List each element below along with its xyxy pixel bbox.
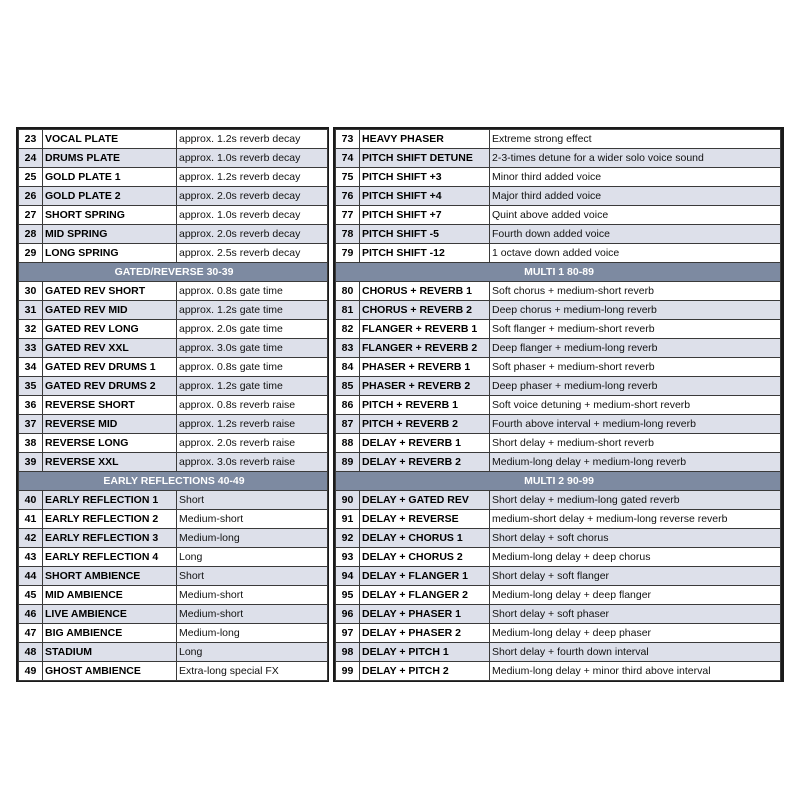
preset-row bbox=[336, 567, 781, 586]
preset-description: Short delay + soft chorus bbox=[490, 529, 781, 548]
preset-name: REVERSE MID bbox=[43, 415, 177, 434]
preset-number: 75 bbox=[336, 168, 360, 187]
preset-row bbox=[336, 434, 781, 453]
preset-row bbox=[19, 548, 328, 567]
preset-description: Soft voice detuning + medium-short reverb bbox=[490, 396, 781, 415]
preset-name: LONG SPRING bbox=[43, 244, 177, 263]
preset-name: PITCH SHIFT +4 bbox=[360, 187, 490, 206]
preset-name: HEAVY PHASER bbox=[360, 130, 490, 149]
preset-row bbox=[336, 415, 781, 434]
preset-number: 26 bbox=[19, 187, 43, 206]
preset-description: Deep flanger + medium-long reverb bbox=[490, 339, 781, 358]
preset-description: Extra-long special FX bbox=[177, 662, 328, 681]
preset-description: Medium-long delay + deep chorus bbox=[490, 548, 781, 567]
preset-description: Minor third added voice bbox=[490, 168, 781, 187]
section-title: MULTI 2 90-99 bbox=[336, 472, 781, 491]
preset-number: 93 bbox=[336, 548, 360, 567]
right-preset-column bbox=[333, 127, 784, 682]
preset-description: approx. 1.2s gate time bbox=[177, 301, 328, 320]
preset-row bbox=[19, 206, 328, 225]
preset-row bbox=[336, 206, 781, 225]
preset-description: Long bbox=[177, 548, 328, 567]
preset-row bbox=[336, 529, 781, 548]
preset-description: Short delay + medium-long gated reverb bbox=[490, 491, 781, 510]
preset-name: GATED REV DRUMS 1 bbox=[43, 358, 177, 377]
preset-description: Medium-long delay + minor third above interval bbox=[490, 662, 781, 681]
preset-number: 74 bbox=[336, 149, 360, 168]
preset-row bbox=[336, 149, 781, 168]
preset-description: Short delay + soft phaser bbox=[490, 605, 781, 624]
preset-row bbox=[336, 586, 781, 605]
preset-description: Long bbox=[177, 643, 328, 662]
preset-number: 42 bbox=[19, 529, 43, 548]
preset-row bbox=[19, 282, 328, 301]
preset-name: REVERSE LONG bbox=[43, 434, 177, 453]
preset-number: 80 bbox=[336, 282, 360, 301]
preset-row bbox=[19, 567, 328, 586]
preset-description: Medium-short bbox=[177, 605, 328, 624]
preset-row bbox=[19, 320, 328, 339]
preset-number: 30 bbox=[19, 282, 43, 301]
preset-number: 73 bbox=[336, 130, 360, 149]
preset-number: 37 bbox=[19, 415, 43, 434]
preset-number: 27 bbox=[19, 206, 43, 225]
preset-row bbox=[336, 320, 781, 339]
preset-description: approx. 2.0s reverb raise bbox=[177, 434, 328, 453]
preset-number: 45 bbox=[19, 586, 43, 605]
preset-name: SHORT SPRING bbox=[43, 206, 177, 225]
preset-description: 2-3-times detune for a wider solo voice sound bbox=[490, 149, 781, 168]
preset-number: 84 bbox=[336, 358, 360, 377]
preset-row bbox=[19, 643, 328, 662]
preset-row bbox=[19, 434, 328, 453]
preset-description: approx. 1.2s reverb raise bbox=[177, 415, 328, 434]
preset-number: 34 bbox=[19, 358, 43, 377]
preset-number: 88 bbox=[336, 434, 360, 453]
preset-description: approx. 2.0s gate time bbox=[177, 320, 328, 339]
preset-number: 43 bbox=[19, 548, 43, 567]
preset-name: PITCH SHIFT DETUNE bbox=[360, 149, 490, 168]
preset-row bbox=[19, 168, 328, 187]
preset-row bbox=[19, 187, 328, 206]
preset-number: 91 bbox=[336, 510, 360, 529]
preset-name: DELAY + PHASER 2 bbox=[360, 624, 490, 643]
preset-row bbox=[336, 396, 781, 415]
preset-row bbox=[19, 624, 328, 643]
preset-number: 97 bbox=[336, 624, 360, 643]
preset-name: EARLY REFLECTION 2 bbox=[43, 510, 177, 529]
preset-name: LIVE AMBIENCE bbox=[43, 605, 177, 624]
preset-number: 25 bbox=[19, 168, 43, 187]
preset-name: GOLD PLATE 2 bbox=[43, 187, 177, 206]
preset-name: MID SPRING bbox=[43, 225, 177, 244]
preset-row bbox=[336, 358, 781, 377]
preset-row bbox=[336, 301, 781, 320]
preset-name: DELAY + CHORUS 2 bbox=[360, 548, 490, 567]
preset-number: 89 bbox=[336, 453, 360, 472]
preset-row bbox=[19, 586, 328, 605]
preset-description: approx. 1.2s reverb decay bbox=[177, 168, 328, 187]
preset-row bbox=[336, 453, 781, 472]
preset-row bbox=[19, 301, 328, 320]
preset-number: 44 bbox=[19, 567, 43, 586]
preset-row bbox=[19, 605, 328, 624]
preset-row bbox=[19, 529, 328, 548]
preset-number: 47 bbox=[19, 624, 43, 643]
preset-name: GATED REV XXL bbox=[43, 339, 177, 358]
preset-number: 79 bbox=[336, 244, 360, 263]
effects-preset-sheet bbox=[16, 127, 784, 682]
preset-number: 82 bbox=[336, 320, 360, 339]
preset-row bbox=[336, 510, 781, 529]
preset-description: approx. 2.0s reverb decay bbox=[177, 225, 328, 244]
preset-row bbox=[336, 130, 781, 149]
preset-name: GATED REV MID bbox=[43, 301, 177, 320]
preset-row bbox=[19, 377, 328, 396]
preset-description: Medium-short bbox=[177, 510, 328, 529]
preset-name: DELAY + PHASER 1 bbox=[360, 605, 490, 624]
left-preset-table bbox=[18, 129, 328, 681]
preset-number: 31 bbox=[19, 301, 43, 320]
section-title: GATED/REVERSE 30-39 bbox=[19, 263, 328, 282]
preset-name: PITCH SHIFT +3 bbox=[360, 168, 490, 187]
preset-name: GOLD PLATE 1 bbox=[43, 168, 177, 187]
preset-number: 28 bbox=[19, 225, 43, 244]
preset-number: 24 bbox=[19, 149, 43, 168]
preset-name: BIG AMBIENCE bbox=[43, 624, 177, 643]
preset-description: Short bbox=[177, 491, 328, 510]
preset-number: 38 bbox=[19, 434, 43, 453]
preset-description: Soft phaser + medium-short reverb bbox=[490, 358, 781, 377]
preset-row bbox=[336, 605, 781, 624]
preset-name: GATED REV DRUMS 2 bbox=[43, 377, 177, 396]
preset-name: GATED REV SHORT bbox=[43, 282, 177, 301]
preset-description: Medium-long delay + medium-long reverb bbox=[490, 453, 781, 472]
preset-name: REVERSE SHORT bbox=[43, 396, 177, 415]
section-header-row bbox=[336, 472, 781, 491]
preset-number: 76 bbox=[336, 187, 360, 206]
preset-name: PHASER + REVERB 1 bbox=[360, 358, 490, 377]
preset-row bbox=[336, 548, 781, 567]
preset-row bbox=[336, 244, 781, 263]
preset-number: 96 bbox=[336, 605, 360, 624]
preset-number: 90 bbox=[336, 491, 360, 510]
preset-description: Short delay + medium-short reverb bbox=[490, 434, 781, 453]
preset-number: 78 bbox=[336, 225, 360, 244]
preset-row bbox=[19, 510, 328, 529]
preset-row bbox=[19, 358, 328, 377]
preset-number: 32 bbox=[19, 320, 43, 339]
preset-description: Medium-long delay + deep flanger bbox=[490, 586, 781, 605]
preset-name: SHORT AMBIENCE bbox=[43, 567, 177, 586]
preset-name: PITCH SHIFT -12 bbox=[360, 244, 490, 263]
preset-description: approx. 2.5s reverb decay bbox=[177, 244, 328, 263]
preset-number: 77 bbox=[336, 206, 360, 225]
preset-description: 1 octave down added voice bbox=[490, 244, 781, 263]
preset-description: approx. 0.8s reverb raise bbox=[177, 396, 328, 415]
preset-name: PITCH + REVERB 1 bbox=[360, 396, 490, 415]
preset-description: approx. 3.0s reverb raise bbox=[177, 453, 328, 472]
right-preset-table bbox=[335, 129, 781, 681]
section-header-row bbox=[19, 472, 328, 491]
preset-row bbox=[336, 168, 781, 187]
preset-name: CHORUS + REVERB 1 bbox=[360, 282, 490, 301]
preset-number: 95 bbox=[336, 586, 360, 605]
section-title: MULTI 1 80-89 bbox=[336, 263, 781, 282]
section-header-row bbox=[336, 263, 781, 282]
preset-description: Short delay + soft flanger bbox=[490, 567, 781, 586]
preset-number: 35 bbox=[19, 377, 43, 396]
preset-row bbox=[336, 187, 781, 206]
preset-name: GHOST AMBIENCE bbox=[43, 662, 177, 681]
preset-name: PITCH SHIFT -5 bbox=[360, 225, 490, 244]
preset-row bbox=[19, 415, 328, 434]
preset-name: VOCAL PLATE bbox=[43, 130, 177, 149]
preset-name: PITCH SHIFT +7 bbox=[360, 206, 490, 225]
preset-row bbox=[19, 225, 328, 244]
preset-number: 86 bbox=[336, 396, 360, 415]
preset-number: 92 bbox=[336, 529, 360, 548]
preset-description: Medium-long bbox=[177, 529, 328, 548]
preset-description: approx. 3.0s gate time bbox=[177, 339, 328, 358]
preset-row bbox=[19, 396, 328, 415]
preset-row bbox=[19, 244, 328, 263]
preset-number: 87 bbox=[336, 415, 360, 434]
preset-number: 39 bbox=[19, 453, 43, 472]
preset-name: MID AMBIENCE bbox=[43, 586, 177, 605]
preset-number: 33 bbox=[19, 339, 43, 358]
preset-number: 23 bbox=[19, 130, 43, 149]
preset-name: EARLY REFLECTION 1 bbox=[43, 491, 177, 510]
preset-name: STADIUM bbox=[43, 643, 177, 662]
preset-description: Medium-long bbox=[177, 624, 328, 643]
preset-row bbox=[336, 339, 781, 358]
preset-description: Major third added voice bbox=[490, 187, 781, 206]
preset-row bbox=[336, 662, 781, 681]
preset-row bbox=[19, 339, 328, 358]
preset-description: Short delay + fourth down interval bbox=[490, 643, 781, 662]
preset-description: Quint above added voice bbox=[490, 206, 781, 225]
preset-description: Deep phaser + medium-long reverb bbox=[490, 377, 781, 396]
preset-number: 40 bbox=[19, 491, 43, 510]
preset-row bbox=[336, 377, 781, 396]
preset-description: approx. 1.0s reverb decay bbox=[177, 149, 328, 168]
preset-row bbox=[19, 453, 328, 472]
preset-number: 29 bbox=[19, 244, 43, 263]
preset-name: GATED REV LONG bbox=[43, 320, 177, 339]
preset-name: EARLY REFLECTION 4 bbox=[43, 548, 177, 567]
preset-name: EARLY REFLECTION 3 bbox=[43, 529, 177, 548]
preset-number: 99 bbox=[336, 662, 360, 681]
preset-number: 83 bbox=[336, 339, 360, 358]
preset-description: approx. 0.8s gate time bbox=[177, 282, 328, 301]
preset-name: DRUMS PLATE bbox=[43, 149, 177, 168]
preset-description: approx. 0.8s gate time bbox=[177, 358, 328, 377]
preset-name: DELAY + PITCH 2 bbox=[360, 662, 490, 681]
preset-name: PHASER + REVERB 2 bbox=[360, 377, 490, 396]
preset-number: 94 bbox=[336, 567, 360, 586]
preset-row bbox=[336, 624, 781, 643]
preset-number: 48 bbox=[19, 643, 43, 662]
preset-name: DELAY + FLANGER 1 bbox=[360, 567, 490, 586]
preset-name: DELAY + PITCH 1 bbox=[360, 643, 490, 662]
preset-name: DELAY + REVERB 1 bbox=[360, 434, 490, 453]
preset-description: Medium-short bbox=[177, 586, 328, 605]
preset-name: CHORUS + REVERB 2 bbox=[360, 301, 490, 320]
preset-number: 85 bbox=[336, 377, 360, 396]
preset-description: Deep chorus + medium-long reverb bbox=[490, 301, 781, 320]
preset-row bbox=[19, 491, 328, 510]
section-header-row bbox=[19, 263, 328, 282]
preset-number: 36 bbox=[19, 396, 43, 415]
preset-row bbox=[336, 282, 781, 301]
preset-name: DELAY + CHORUS 1 bbox=[360, 529, 490, 548]
preset-number: 98 bbox=[336, 643, 360, 662]
section-title: EARLY REFLECTIONS 40-49 bbox=[19, 472, 328, 491]
preset-number: 41 bbox=[19, 510, 43, 529]
preset-name: DELAY + REVERSE bbox=[360, 510, 490, 529]
preset-name: REVERSE XXL bbox=[43, 453, 177, 472]
preset-row bbox=[336, 225, 781, 244]
preset-name: FLANGER + REVERB 1 bbox=[360, 320, 490, 339]
preset-name: PITCH + REVERB 2 bbox=[360, 415, 490, 434]
preset-description: approx. 1.0s reverb decay bbox=[177, 206, 328, 225]
preset-row bbox=[19, 130, 328, 149]
preset-description: Fourth down added voice bbox=[490, 225, 781, 244]
preset-description: Soft chorus + medium-short reverb bbox=[490, 282, 781, 301]
preset-description: approx. 1.2s reverb decay bbox=[177, 130, 328, 149]
preset-description: Extreme strong effect bbox=[490, 130, 781, 149]
preset-name: DELAY + GATED REV bbox=[360, 491, 490, 510]
preset-description: medium-short delay + medium-long reverse reverb bbox=[490, 510, 781, 529]
preset-description: Soft flanger + medium-short reverb bbox=[490, 320, 781, 339]
preset-row bbox=[19, 149, 328, 168]
preset-description: approx. 1.2s gate time bbox=[177, 377, 328, 396]
preset-description: Medium-long delay + deep phaser bbox=[490, 624, 781, 643]
preset-row bbox=[19, 662, 328, 681]
left-preset-column bbox=[16, 127, 329, 682]
preset-description: approx. 2.0s reverb decay bbox=[177, 187, 328, 206]
preset-row bbox=[336, 491, 781, 510]
preset-name: FLANGER + REVERB 2 bbox=[360, 339, 490, 358]
preset-number: 49 bbox=[19, 662, 43, 681]
preset-name: DELAY + FLANGER 2 bbox=[360, 586, 490, 605]
preset-name: DELAY + REVERB 2 bbox=[360, 453, 490, 472]
preset-number: 81 bbox=[336, 301, 360, 320]
preset-description: Short bbox=[177, 567, 328, 586]
preset-number: 46 bbox=[19, 605, 43, 624]
preset-description: Fourth above interval + medium-long reverb bbox=[490, 415, 781, 434]
preset-row bbox=[336, 643, 781, 662]
